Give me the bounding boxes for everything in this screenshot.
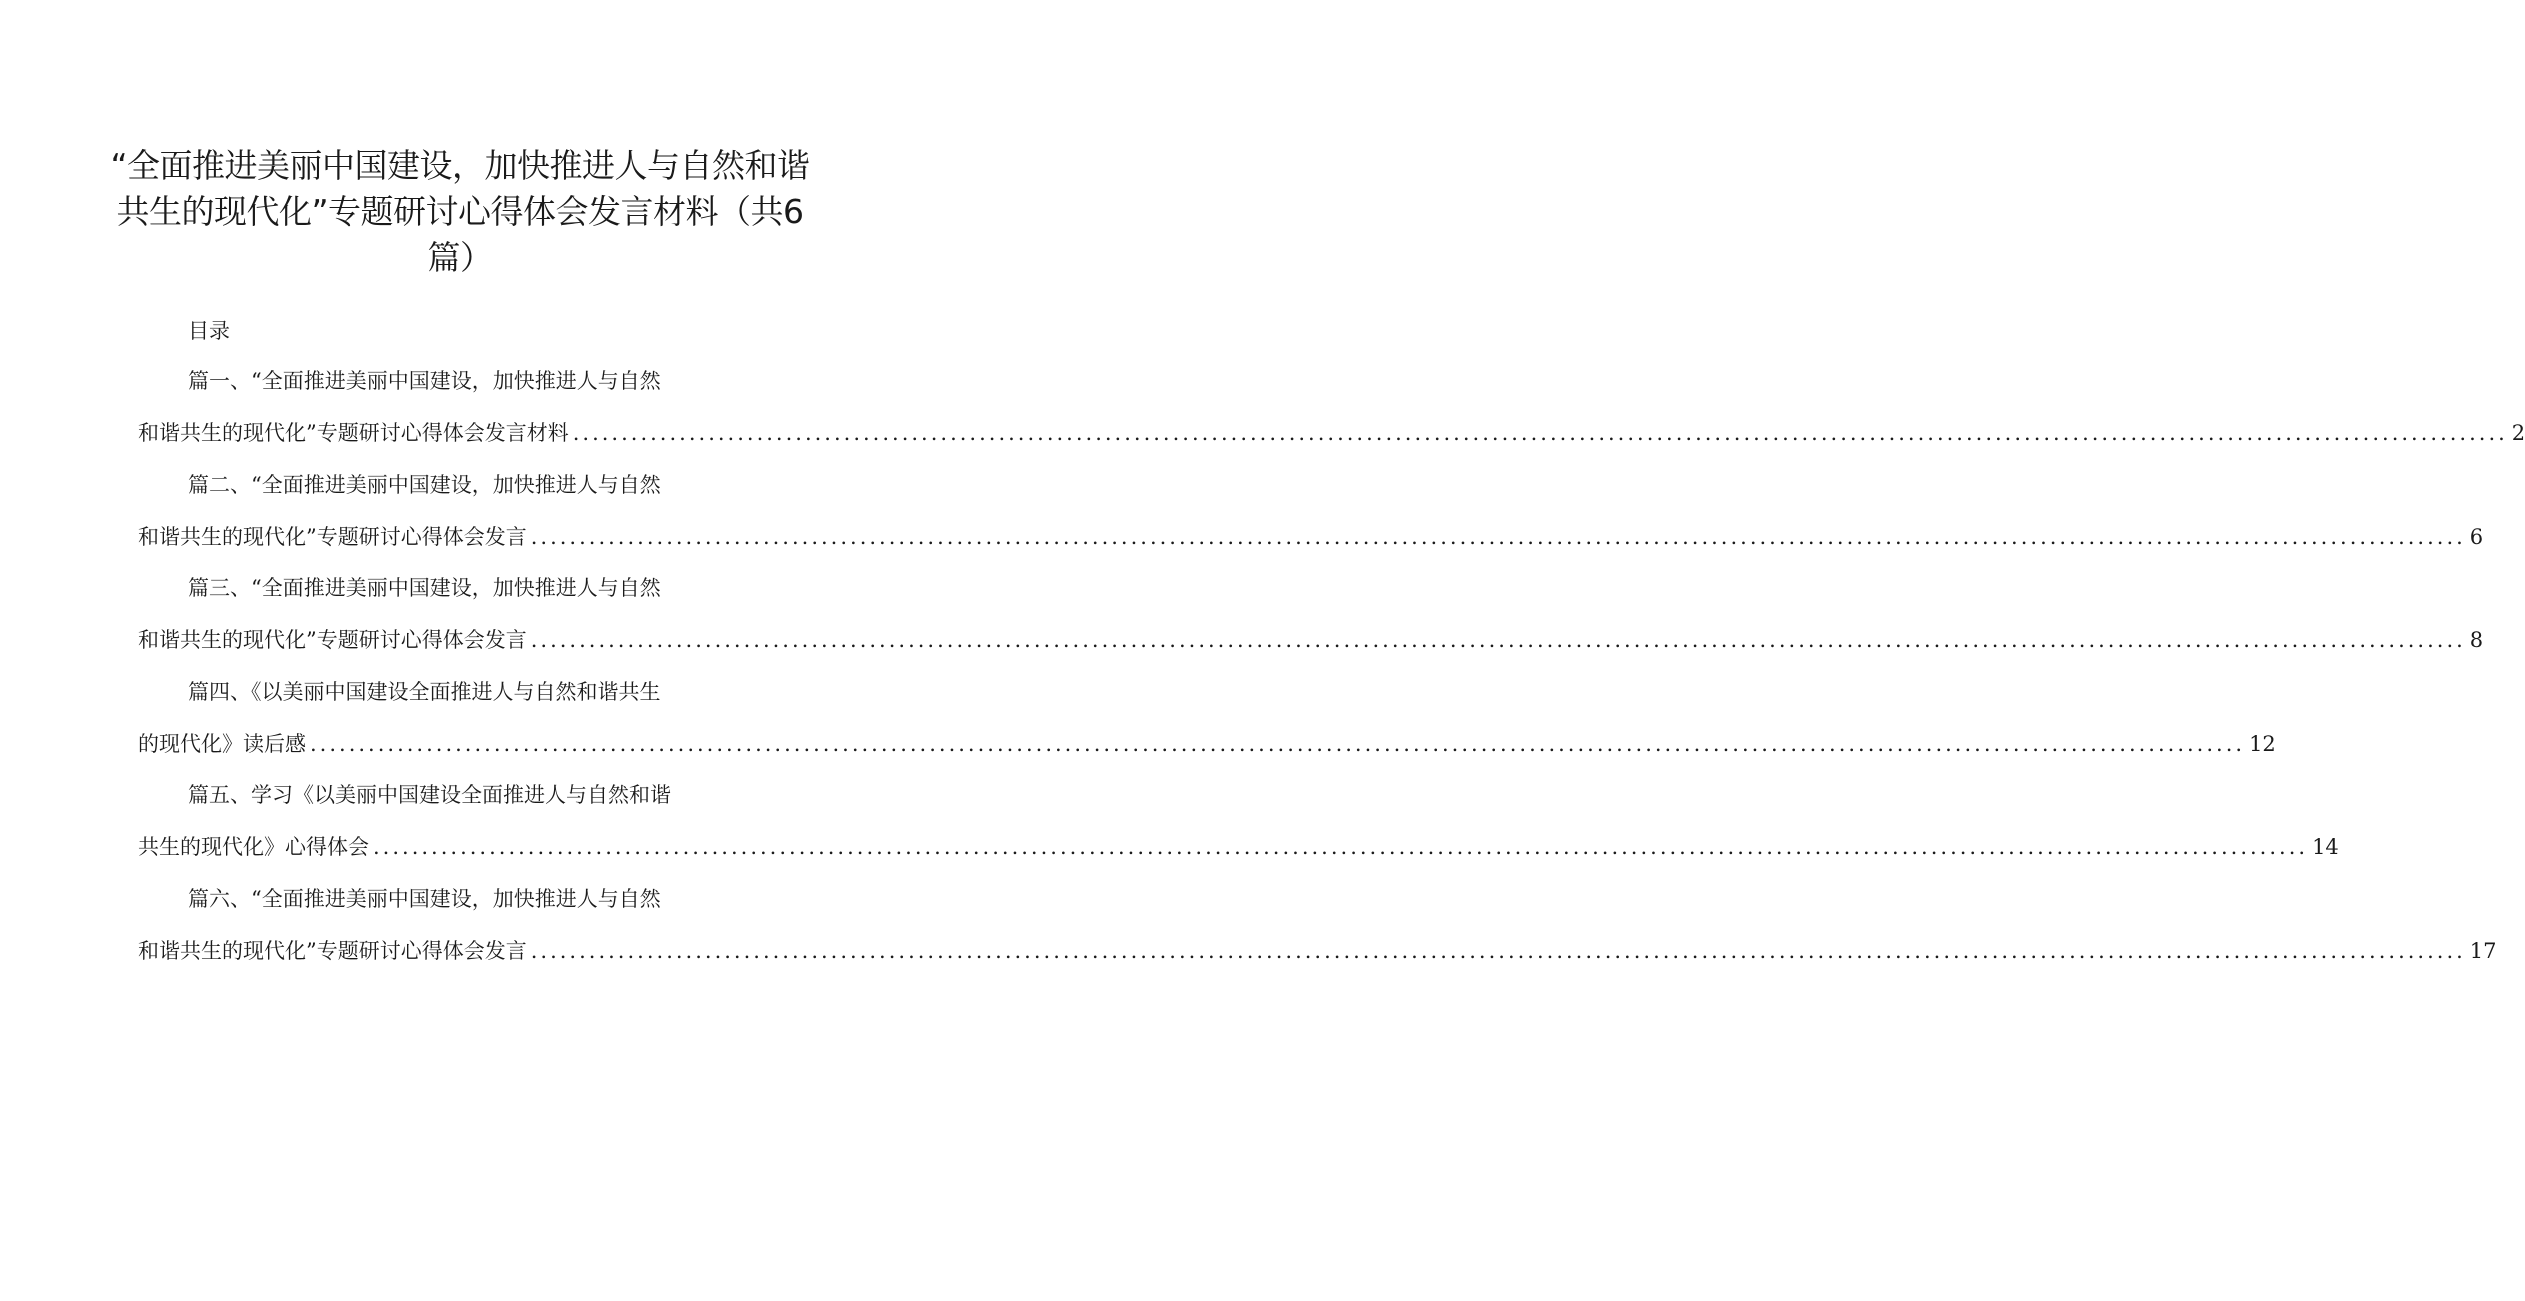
toc-entry-title: 篇一、“全面推进美丽中国建设，加快推进人与自然 [188, 369, 661, 393]
toc-dot-leader: ........................................................................................................................................................................................................ [572, 421, 2508, 445]
toc-entry-title-continued: 的现代化》读后感 [138, 732, 306, 756]
toc-page-number: 8 [2469, 628, 2484, 652]
toc-page-number: 17 [2469, 939, 2497, 963]
toc-page-number: 6 [2469, 525, 2484, 549]
toc-entry[interactable] [138, 832, 2339, 862]
toc-heading: 目录 [188, 319, 230, 343]
toc-dot-leader: ........................................................................................................................................................................................................ [530, 525, 2466, 549]
toc-dot-leader: ........................................................................................................................................................................................................ [530, 628, 2466, 652]
toc-dot-leader: ........................................................................................................................................................................................................ [530, 939, 2466, 963]
toc-entry[interactable] [138, 936, 2497, 966]
toc-page-number: 14 [2312, 835, 2339, 859]
toc-entry-title: 篇五、学习《以美丽中国建设全面推进人与自然和谐 [188, 783, 671, 807]
toc-entry[interactable] [138, 625, 2484, 655]
toc-entry-title: 篇二、“全面推进美丽中国建设，加快推进人与自然 [188, 473, 661, 497]
toc-entry-title-continued: 和谐共生的现代化”专题研讨心得体会发言 [138, 525, 527, 549]
toc-entry[interactable] [138, 729, 2276, 759]
toc-entry-title: 篇六、“全面推进美丽中国建设，加快推进人与自然 [188, 887, 661, 911]
toc-entry-title-continued: 和谐共生的现代化”专题研讨心得体会发言 [138, 628, 527, 652]
toc-entry-title: 篇三、“全面推进美丽中国建设，加快推进人与自然 [188, 576, 661, 600]
toc-entry[interactable] [138, 418, 2525, 448]
toc-dot-leader: ........................................................................................................................................................................................................ [310, 732, 2246, 756]
document-title: “全面推进美丽中国建设，加快推进人与自然和谐共生的现代化”专题研讨心得体会发言材料（共6篇） [110, 146, 810, 277]
toc-entry-title-continued: 共生的现代化》心得体会 [138, 835, 369, 859]
toc-entry-title: 篇四、《以美丽中国建设全面推进人与自然和谐共生 [188, 680, 661, 704]
toc-entry-title-continued: 和谐共生的现代化”专题研讨心得体会发言 [138, 939, 527, 963]
toc-page-number: 12 [2249, 732, 2276, 756]
toc-dot-leader: ........................................................................................................................................................................................................ [373, 835, 2309, 859]
toc-page-number: 2 [2511, 421, 2525, 445]
toc-entry[interactable] [138, 522, 2484, 552]
toc-entry-title-continued: 和谐共生的现代化”专题研讨心得体会发言材料 [138, 421, 569, 445]
